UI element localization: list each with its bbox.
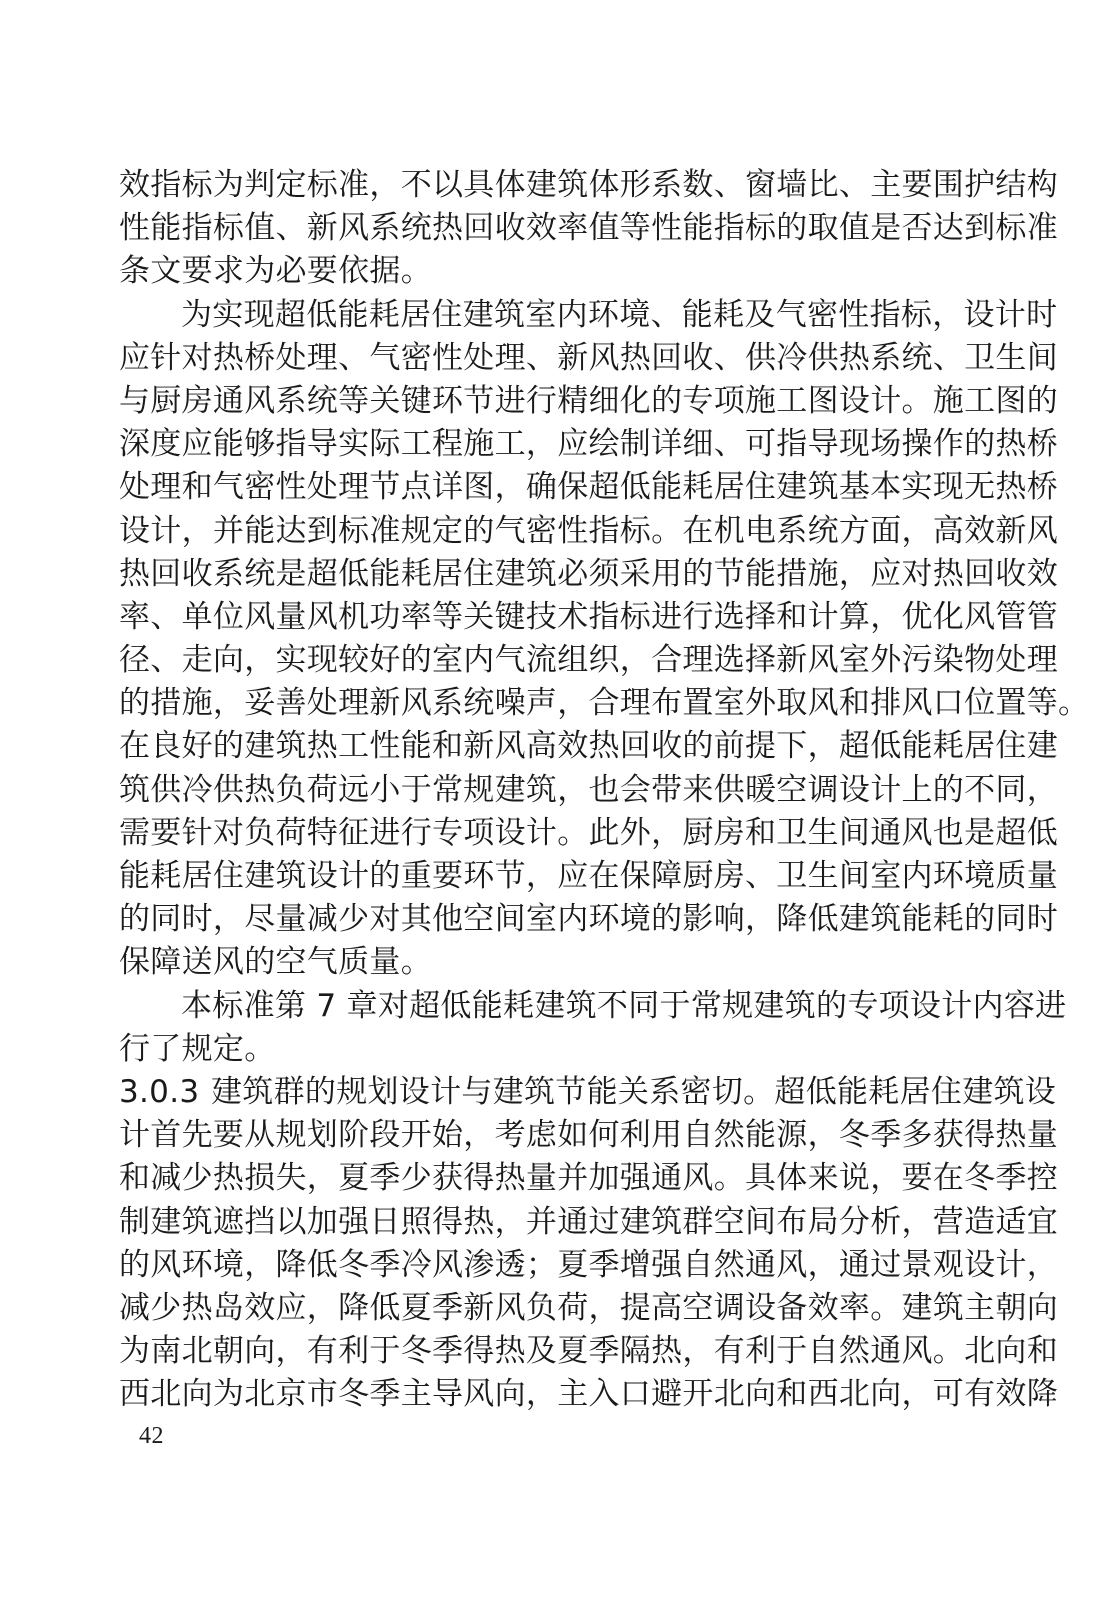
- text-line: 的同时，尽量减少对其他空间室内环境的影响，降低建筑能耗的同时: [119, 901, 1058, 938]
- text-line: 保障送风的空气质量。: [119, 944, 432, 981]
- text-line: 和减少热损失，夏季少获得热量并加强通风。具体来说，要在冬季控: [119, 1160, 1058, 1197]
- text-line: 的风环境，降低冬季冷风渗透；夏季增强自然通风，通过景观设计，: [119, 1246, 1058, 1283]
- text-line: 筑供冷供热负荷远小于常规建筑，也会带来供暖空调设计上的不同，: [119, 771, 1058, 808]
- text-line: 热回收系统是超低能耗居住建筑必须采用的节能措施，应对热回收效: [119, 555, 1058, 592]
- text-line: 处理和气密性处理节点详图，确保超低能耗居住建筑基本实现无热桥: [119, 469, 1058, 506]
- text-line: 与厨房通风系统等关键环节进行精细化的专项施工图设计。施工图的: [119, 382, 1058, 419]
- page-number: 42: [139, 1423, 164, 1449]
- text-line: 应针对热桥处理、气密性处理、新风热回收、供冷供热系统、卫生间: [119, 339, 1058, 376]
- body-text: [119, 164, 1090, 1416]
- section-number: 3.0.3: [119, 1073, 200, 1110]
- section-text: 建筑群的规划设计与建筑节能关系密切。超低能耗居住建筑设: [211, 1073, 1057, 1110]
- text-line: 性能指标值、新风系统热回收效率值等性能指标的取值是否达到标准: [119, 210, 1058, 247]
- text-line: 行了规定。: [119, 1030, 276, 1067]
- text-line: 径、走向，实现较好的室内气流组织，合理选择新风室外污染物处理: [119, 642, 1058, 679]
- section-line: [119, 1071, 1057, 1114]
- text-line: 深度应能够指导实际工程施工，应绘制详细、可指导现场操作的热桥: [119, 426, 1058, 463]
- text-line: 本标准第 7 章对超低能耗建筑不同于常规建筑的专项设计内容进: [181, 987, 1067, 1024]
- text-line: 计首先要从规划阶段开始，考虑如何利用自然能源，冬季多获得热量: [119, 1117, 1058, 1154]
- text-line: 需要针对负荷特征进行专项设计。此外，厨房和卫生间通风也是超低: [119, 814, 1058, 851]
- text-line: 在良好的建筑热工性能和新风高效热回收的前提下，超低能耗居住建: [119, 728, 1058, 765]
- text-line: 率、单位风量风机功率等关键技术指标进行选择和计算，优化风管管: [119, 598, 1058, 635]
- text-line: 设计，并能达到标准规定的气密性指标。在机电系统方面，高效新风: [119, 512, 1058, 549]
- text-line: 条文要求为必要依据。: [119, 253, 432, 290]
- text-line: 为实现超低能耗居住建筑室内环境、能耗及气密性指标，设计时: [181, 296, 1058, 333]
- text-line: 的措施，妥善处理新风系统噪声，合理布置室外取风和排风口位置等。: [119, 685, 1090, 722]
- text-line: 西北向为北京市冬季主导风向，主入口避开北向和西北向，可有效降: [119, 1376, 1058, 1413]
- text-line: 为南北朝向，有利于冬季得热及夏季隔热，有利于自然通风。北向和: [119, 1333, 1058, 1370]
- text-line: 制建筑遮挡以加强日照得热，并通过建筑群空间布局分析，营造适宜: [119, 1203, 1058, 1240]
- text-line: 能耗居住建筑设计的重要环节，应在保障厨房、卫生间室内环境质量: [119, 858, 1058, 894]
- text-line: 效指标为判定标准，不以具体建筑体形系数、窗墙比、主要围护结构: [119, 167, 1058, 203]
- text-line: 减少热岛效应，降低夏季新风负荷，提高空调设备效率。建筑主朝向: [119, 1289, 1058, 1326]
